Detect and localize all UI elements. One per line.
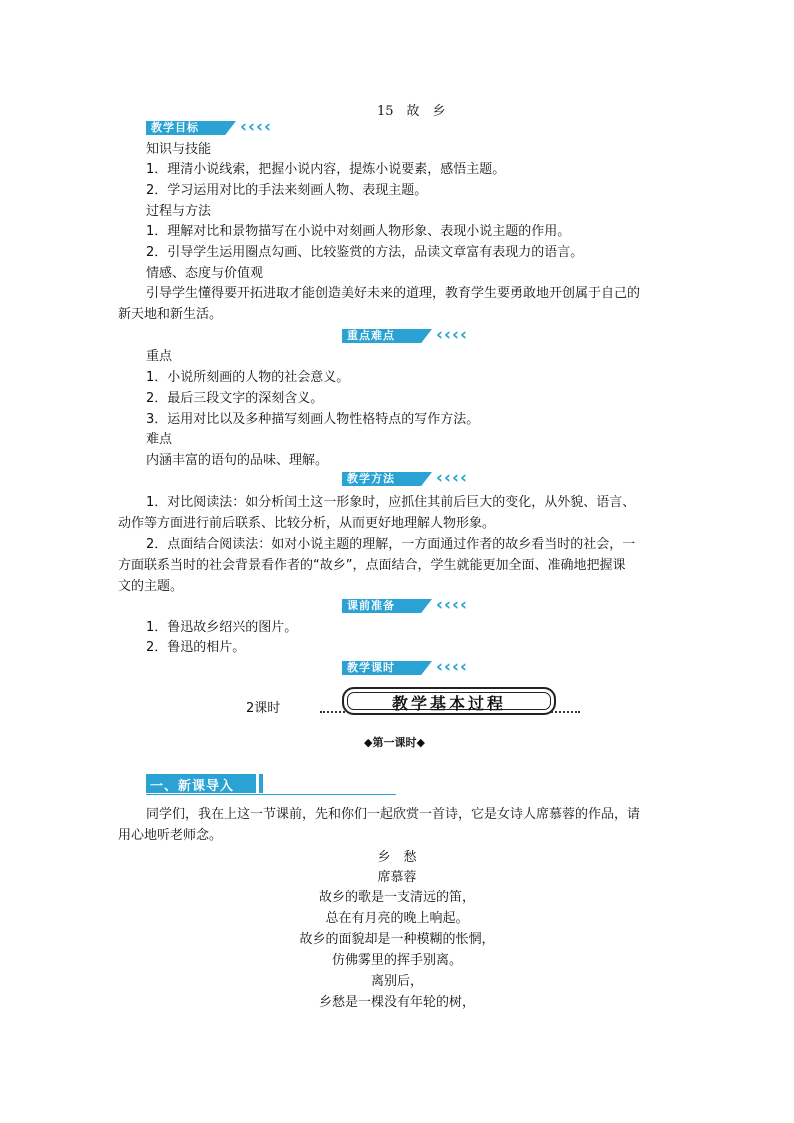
intro-text: 同学们，我在上这一节课前，先和你们一起欣赏一首诗，它是女诗人席慕蓉的作品，请 bbox=[146, 807, 641, 822]
key-points-banner bbox=[342, 325, 492, 345]
chevron-left-icon: ‹‹‹‹ bbox=[436, 468, 469, 488]
hours-label: 教学课时 bbox=[347, 661, 395, 674]
objectives-label: 教学目标 bbox=[151, 121, 199, 134]
preparation-item: 1．鲁迅故乡绍兴的图片。 bbox=[146, 620, 298, 635]
preparation-item: 2．鲁迅的相片。 bbox=[146, 640, 246, 655]
objectives-banner bbox=[146, 117, 296, 137]
knowledge-item: 1．理清小说线索，把握小说内容，提炼小说要素，感悟主题。 bbox=[146, 162, 506, 177]
methods-banner bbox=[342, 468, 492, 488]
difficulty-heading: 难点 bbox=[146, 432, 173, 447]
poem-line: 乡愁是一棵没有年轮的树， bbox=[318, 995, 475, 1010]
focus-item: 1．小说所刻画的人物的社会意义。 bbox=[146, 370, 350, 385]
poem-line: 故乡的面貌却是一种模糊的怅惘， bbox=[299, 932, 495, 947]
key-points-label: 重点难点 bbox=[347, 329, 395, 342]
knowledge-heading: 知识与技能 bbox=[146, 142, 212, 157]
intro-heading: 一、新课导入 bbox=[150, 779, 235, 794]
poem-line: 离别后， bbox=[370, 974, 423, 989]
period-title: ◆第一课时◆ bbox=[364, 736, 425, 749]
methods-line: 动作等方面进行前后联系、比较分析，从而更好地理解人物形象。 bbox=[118, 516, 496, 531]
chevron-left-icon: ‹‹‹‹ bbox=[436, 595, 469, 615]
chevron-left-icon: ‹‹‹‹ bbox=[240, 117, 273, 137]
process-banner-label: 教学基本过程 bbox=[391, 694, 506, 713]
focus-item: 3．运用对比以及多种描写刻画人物性格特点的写作方法。 bbox=[146, 412, 480, 427]
hours-banner bbox=[342, 657, 492, 677]
hours-value: 2课时 bbox=[246, 701, 281, 716]
intro-heading-bar bbox=[146, 774, 396, 795]
methods-line: 文的主题。 bbox=[118, 579, 184, 594]
process-item: 2．引导学生运用圈点勾画、比较鉴赏的方法，品读文章富有表现力的语言。 bbox=[146, 245, 584, 260]
process-heading: 过程与方法 bbox=[146, 204, 212, 219]
focus-heading: 重点 bbox=[146, 349, 173, 364]
knowledge-item: 2．学习运用对比的手法来刻画人物、表现主题。 bbox=[146, 183, 428, 198]
process-item: 1．理解对比和景物描写在小说中对刻画人物形象、表现小说主题的作用。 bbox=[146, 224, 571, 239]
focus-item: 2．最后三段文字的深刻含义。 bbox=[146, 391, 324, 406]
difficulty-text: 内涵丰富的语句的品味、理解。 bbox=[146, 453, 329, 468]
methods-label: 教学方法 bbox=[347, 472, 395, 485]
poem-line: 总在有月亮的晚上响起。 bbox=[325, 911, 469, 926]
values-text: 新天地和新生活。 bbox=[118, 307, 223, 322]
methods-line: 方面联系当时的社会背景看作者的“故乡”，点面结合，学生就能更加全面、准确地把握课 bbox=[118, 558, 626, 573]
process-banner bbox=[320, 687, 580, 713]
chevron-left-icon: ‹‹‹‹ bbox=[436, 657, 469, 677]
preparation-label: 课前准备 bbox=[347, 599, 395, 612]
methods-line: 1．对比阅读法：如分析闰土这一形象时，应抓住其前后巨大的变化，从外貌、语言、 bbox=[146, 495, 636, 510]
poem-line: 故乡的歌是一支清远的笛， bbox=[318, 890, 475, 905]
chevron-left-icon: ‹‹‹‹ bbox=[436, 325, 469, 345]
preparation-banner bbox=[342, 595, 492, 615]
poem-author: 席慕蓉 bbox=[377, 870, 417, 885]
values-heading: 情感、态度与价值观 bbox=[146, 266, 264, 281]
poem-title: 乡 愁 bbox=[377, 850, 417, 865]
lesson-title: 15 故 乡 bbox=[377, 104, 446, 119]
intro-text: 用心地听老师念。 bbox=[118, 828, 223, 843]
values-text: 引导学生懂得要开拓进取才能创造美好未来的道理，教育学生要勇敢地开创属于自己的 bbox=[146, 286, 641, 301]
methods-line: 2．点面结合阅读法：如对小说主题的理解，一方面通过作者的故乡看当时的社会，一 bbox=[146, 537, 636, 552]
poem-line: 仿佛雾里的挥手别离。 bbox=[331, 953, 462, 968]
